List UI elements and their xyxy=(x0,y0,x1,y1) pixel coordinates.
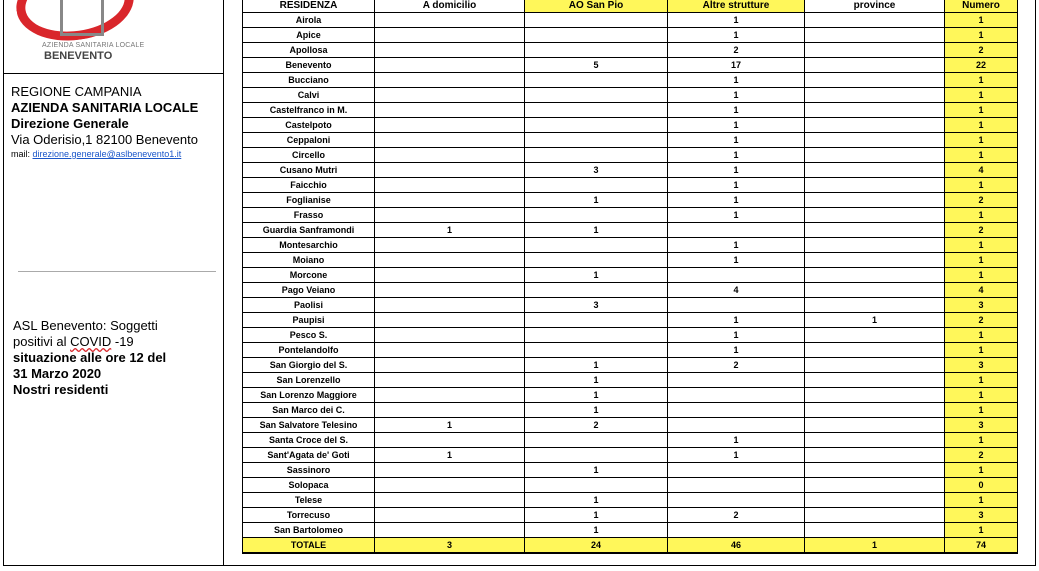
page-bottom-edge xyxy=(0,566,1039,571)
cell-ao-san-pio: 1 xyxy=(525,523,668,538)
cell-residenza: Ceppaloni xyxy=(243,133,375,148)
table-row xyxy=(243,403,1018,418)
cell-altre-strutture xyxy=(668,298,805,313)
cell-province: 1 xyxy=(805,313,945,328)
cell-a-domicilio xyxy=(375,388,525,403)
cell-a-domicilio xyxy=(375,373,525,388)
cell-a-domicilio xyxy=(375,328,525,343)
cell-residenza: San Giorgio del S. xyxy=(243,358,375,373)
cell-province xyxy=(805,343,945,358)
cell-numero: 1 xyxy=(945,463,1018,478)
cell-altre-strutture: 1 xyxy=(668,328,805,343)
cell-residenza: Apice xyxy=(243,28,375,43)
cell-numero: 1 xyxy=(945,493,1018,508)
table-row xyxy=(243,193,1018,208)
cell-numero: 1 xyxy=(945,268,1018,283)
table-row xyxy=(243,178,1018,193)
cell-province xyxy=(805,118,945,133)
cell-a-domicilio xyxy=(375,208,525,223)
organization-block xyxy=(11,84,223,161)
caption-line2c: -19 xyxy=(111,334,134,349)
cell-a-domicilio xyxy=(375,133,525,148)
cell-residenza: San Lorenzello xyxy=(243,373,375,388)
cell-numero: 1 xyxy=(945,403,1018,418)
cell-numero: 2 xyxy=(945,313,1018,328)
cell-altre-strutture xyxy=(668,493,805,508)
cell-altre-strutture: 1 xyxy=(668,208,805,223)
cell-ao-san-pio xyxy=(525,13,668,28)
cell-altre-strutture: 1 xyxy=(668,163,805,178)
cell-numero: 4 xyxy=(945,163,1018,178)
total-residenza: TOTALE xyxy=(243,538,375,554)
cell-altre-strutture: 1 xyxy=(668,178,805,193)
cell-numero: 1 xyxy=(945,388,1018,403)
cell-ao-san-pio xyxy=(525,208,668,223)
cell-a-domicilio xyxy=(375,403,525,418)
cell-numero: 1 xyxy=(945,13,1018,28)
cell-altre-strutture: 1 xyxy=(668,118,805,133)
cell-province xyxy=(805,403,945,418)
cell-province xyxy=(805,88,945,103)
cell-province xyxy=(805,133,945,148)
table-row xyxy=(243,73,1018,88)
cell-province xyxy=(805,13,945,28)
cell-province xyxy=(805,103,945,118)
table-row xyxy=(243,373,1018,388)
table-row xyxy=(243,163,1018,178)
cell-altre-strutture: 1 xyxy=(668,133,805,148)
cell-a-domicilio xyxy=(375,118,525,133)
cell-a-domicilio xyxy=(375,28,525,43)
cell-residenza: Castelpoto xyxy=(243,118,375,133)
cell-ao-san-pio: 1 xyxy=(525,268,668,283)
table-header-row xyxy=(243,0,1018,13)
org-name: AZIENDA SANITARIA LOCALE xyxy=(11,100,199,115)
cell-numero: 2 xyxy=(945,223,1018,238)
cell-ao-san-pio xyxy=(525,43,668,58)
header-province: province xyxy=(805,0,945,13)
cell-province xyxy=(805,508,945,523)
cell-ao-san-pio xyxy=(525,118,668,133)
table-row xyxy=(243,523,1018,538)
cell-province xyxy=(805,493,945,508)
cell-numero: 0 xyxy=(945,478,1018,493)
cell-province xyxy=(805,298,945,313)
cell-altre-strutture: 1 xyxy=(668,88,805,103)
cell-province xyxy=(805,478,945,493)
cell-numero: 4 xyxy=(945,283,1018,298)
cell-province xyxy=(805,148,945,163)
cell-province xyxy=(805,238,945,253)
caption-covid: COVID xyxy=(70,334,112,349)
cell-altre-strutture: 1 xyxy=(668,313,805,328)
cell-altre-strutture xyxy=(668,478,805,493)
cell-numero: 1 xyxy=(945,103,1018,118)
header-residenza: RESIDENZA xyxy=(243,0,375,13)
cell-ao-san-pio: 5 xyxy=(525,58,668,73)
table-row xyxy=(243,133,1018,148)
cell-numero: 1 xyxy=(945,133,1018,148)
cell-a-domicilio: 1 xyxy=(375,223,525,238)
divider xyxy=(18,271,216,272)
cell-province xyxy=(805,73,945,88)
cell-a-domicilio xyxy=(375,73,525,88)
cell-ao-san-pio xyxy=(525,103,668,118)
cell-ao-san-pio: 2 xyxy=(525,418,668,433)
cell-a-domicilio xyxy=(375,103,525,118)
total-ao-san-pio: 24 xyxy=(525,538,668,554)
cell-province xyxy=(805,328,945,343)
cell-province xyxy=(805,448,945,463)
cell-numero: 1 xyxy=(945,73,1018,88)
cell-residenza: Cusano Mutri xyxy=(243,163,375,178)
cell-province xyxy=(805,193,945,208)
cell-a-domicilio xyxy=(375,463,525,478)
cell-altre-strutture xyxy=(668,463,805,478)
table-row xyxy=(243,283,1018,298)
cell-a-domicilio xyxy=(375,298,525,313)
table-row xyxy=(243,28,1018,43)
cell-residenza: Circello xyxy=(243,148,375,163)
cell-a-domicilio xyxy=(375,163,525,178)
org-dept: Direzione Generale xyxy=(11,116,129,131)
table-row xyxy=(243,508,1018,523)
cell-altre-strutture: 1 xyxy=(668,238,805,253)
cell-residenza: Pontelandolfo xyxy=(243,343,375,358)
cell-ao-san-pio xyxy=(525,28,668,43)
cell-residenza: Paupisi xyxy=(243,313,375,328)
cell-province xyxy=(805,163,945,178)
table-row xyxy=(243,43,1018,58)
cell-altre-strutture: 1 xyxy=(668,253,805,268)
cell-altre-strutture: 1 xyxy=(668,103,805,118)
cell-a-domicilio xyxy=(375,268,525,283)
cell-residenza: Pesco S. xyxy=(243,328,375,343)
table-total-row xyxy=(243,538,1018,554)
caption-line2a: positivi al xyxy=(13,334,71,349)
cell-numero: 3 xyxy=(945,358,1018,373)
cell-ao-san-pio xyxy=(525,328,668,343)
header-altre-strutture: Altre strutture xyxy=(668,0,805,13)
cell-ao-san-pio xyxy=(525,133,668,148)
caption-line3: situazione alle ore 12 del xyxy=(13,350,167,365)
cell-altre-strutture xyxy=(668,373,805,388)
total-altre-strutture: 46 xyxy=(668,538,805,554)
logo-text-line1: AZIENDA SANITARIA LOCALE xyxy=(42,42,145,49)
table-row xyxy=(243,13,1018,28)
table-row xyxy=(243,328,1018,343)
cell-province xyxy=(805,523,945,538)
cell-province xyxy=(805,283,945,298)
cell-altre-strutture: 17 xyxy=(668,58,805,73)
table-row xyxy=(243,433,1018,448)
table-row xyxy=(243,148,1018,163)
cell-ao-san-pio: 1 xyxy=(525,403,668,418)
table-row xyxy=(243,298,1018,313)
cell-numero: 3 xyxy=(945,418,1018,433)
cell-numero: 2 xyxy=(945,448,1018,463)
total-a-domicilio: 3 xyxy=(375,538,525,554)
cell-province xyxy=(805,208,945,223)
cell-province xyxy=(805,358,945,373)
cell-province xyxy=(805,418,945,433)
cell-altre-strutture: 2 xyxy=(668,508,805,523)
cell-numero: 1 xyxy=(945,328,1018,343)
cell-ao-san-pio: 3 xyxy=(525,163,668,178)
cell-a-domicilio xyxy=(375,88,525,103)
cell-numero: 3 xyxy=(945,508,1018,523)
cell-a-domicilio xyxy=(375,238,525,253)
cell-residenza: Frasso xyxy=(243,208,375,223)
mail-link[interactable]: direzione.generale@aslbenevento1.it xyxy=(32,149,182,159)
cell-residenza: Calvi xyxy=(243,88,375,103)
cell-numero: 1 xyxy=(945,148,1018,163)
cell-a-domicilio xyxy=(375,343,525,358)
cell-province xyxy=(805,28,945,43)
table-row xyxy=(243,238,1018,253)
cell-ao-san-pio: 1 xyxy=(525,223,668,238)
cell-ao-san-pio xyxy=(525,283,668,298)
total-numero: 74 xyxy=(945,538,1018,554)
header-ao-san-pio: AO San Pio xyxy=(525,0,668,13)
cell-numero: 1 xyxy=(945,373,1018,388)
cell-ao-san-pio xyxy=(525,238,668,253)
cell-residenza: San Bartolomeo xyxy=(243,523,375,538)
cell-ao-san-pio: 1 xyxy=(525,193,668,208)
mail-label: mail: xyxy=(11,149,31,159)
cell-numero: 1 xyxy=(945,238,1018,253)
cell-altre-strutture xyxy=(668,268,805,283)
table-row xyxy=(243,463,1018,478)
org-mail xyxy=(11,148,223,161)
cell-residenza: Solopaca xyxy=(243,478,375,493)
cell-numero: 1 xyxy=(945,118,1018,133)
cell-a-domicilio: 1 xyxy=(375,448,525,463)
cell-altre-strutture: 1 xyxy=(668,343,805,358)
cell-province xyxy=(805,268,945,283)
table-row xyxy=(243,313,1018,328)
cell-residenza: Bucciano xyxy=(243,73,375,88)
cell-ao-san-pio: 1 xyxy=(525,493,668,508)
cell-altre-strutture xyxy=(668,403,805,418)
cell-province xyxy=(805,463,945,478)
cell-altre-strutture xyxy=(668,418,805,433)
cell-a-domicilio xyxy=(375,508,525,523)
cell-residenza: Foglianise xyxy=(243,193,375,208)
cell-numero: 1 xyxy=(945,343,1018,358)
cell-residenza: Montesarchio xyxy=(243,238,375,253)
cell-residenza: San Lorenzo Maggiore xyxy=(243,388,375,403)
logo-text-line2: BENEVENTO xyxy=(44,50,113,62)
caption-line1: ASL Benevento: Soggetti xyxy=(13,318,158,333)
cell-a-domicilio: 1 xyxy=(375,418,525,433)
cell-residenza: Faicchio xyxy=(243,178,375,193)
cell-a-domicilio xyxy=(375,358,525,373)
cell-a-domicilio xyxy=(375,43,525,58)
cell-altre-strutture: 1 xyxy=(668,28,805,43)
cell-residenza: Sassinoro xyxy=(243,463,375,478)
cell-residenza: Guardia Sanframondi xyxy=(243,223,375,238)
cell-residenza: Sant'Agata de' Goti xyxy=(243,448,375,463)
cell-altre-strutture: 2 xyxy=(668,358,805,373)
cell-a-domicilio xyxy=(375,148,525,163)
cell-residenza: Telese xyxy=(243,493,375,508)
table-row xyxy=(243,118,1018,133)
cell-a-domicilio xyxy=(375,193,525,208)
cell-altre-strutture: 1 xyxy=(668,448,805,463)
table-row xyxy=(243,478,1018,493)
cell-altre-strutture: 1 xyxy=(668,148,805,163)
cell-numero: 1 xyxy=(945,208,1018,223)
cell-residenza: Benevento xyxy=(243,58,375,73)
cell-altre-strutture: 1 xyxy=(668,13,805,28)
cell-numero: 2 xyxy=(945,193,1018,208)
cell-ao-san-pio xyxy=(525,253,668,268)
cell-numero: 1 xyxy=(945,253,1018,268)
cell-a-domicilio xyxy=(375,283,525,298)
cell-ao-san-pio: 1 xyxy=(525,388,668,403)
cell-numero: 1 xyxy=(945,88,1018,103)
cell-residenza: San Salvatore Telesino xyxy=(243,418,375,433)
cell-ao-san-pio xyxy=(525,73,668,88)
cell-province xyxy=(805,433,945,448)
cell-province xyxy=(805,223,945,238)
table-row xyxy=(243,448,1018,463)
cell-a-domicilio xyxy=(375,253,525,268)
cases-table xyxy=(242,0,1018,554)
cell-ao-san-pio xyxy=(525,88,668,103)
cell-ao-san-pio: 3 xyxy=(525,298,668,313)
total-province: 1 xyxy=(805,538,945,554)
org-region: REGIONE CAMPANIA xyxy=(11,84,142,99)
cell-a-domicilio xyxy=(375,58,525,73)
table-row xyxy=(243,418,1018,433)
cell-residenza: Morcone xyxy=(243,268,375,283)
cell-ao-san-pio xyxy=(525,433,668,448)
cell-numero: 1 xyxy=(945,178,1018,193)
cell-altre-strutture: 2 xyxy=(668,43,805,58)
cell-province xyxy=(805,253,945,268)
table-row xyxy=(243,88,1018,103)
table-row xyxy=(243,208,1018,223)
cell-a-domicilio xyxy=(375,313,525,328)
cell-numero: 22 xyxy=(945,58,1018,73)
table-row xyxy=(243,493,1018,508)
cell-residenza: Santa Croce del S. xyxy=(243,433,375,448)
cell-numero: 1 xyxy=(945,433,1018,448)
left-panel xyxy=(4,0,224,566)
cell-a-domicilio xyxy=(375,478,525,493)
cell-altre-strutture: 1 xyxy=(668,433,805,448)
cell-ao-san-pio xyxy=(525,478,668,493)
cell-altre-strutture: 4 xyxy=(668,283,805,298)
cell-province xyxy=(805,43,945,58)
table-row xyxy=(243,58,1018,73)
cell-ao-san-pio: 1 xyxy=(525,358,668,373)
cell-numero: 1 xyxy=(945,523,1018,538)
cell-a-domicilio xyxy=(375,523,525,538)
cell-province xyxy=(805,373,945,388)
caption-block xyxy=(13,318,223,398)
cell-ao-san-pio xyxy=(525,343,668,358)
cell-altre-strutture xyxy=(668,523,805,538)
table-row xyxy=(243,253,1018,268)
cell-residenza: Moiano xyxy=(243,253,375,268)
cell-ao-san-pio xyxy=(525,178,668,193)
cell-residenza: Torrecuso xyxy=(243,508,375,523)
caption-line4: 31 Marzo 2020 xyxy=(13,366,102,381)
cell-altre-strutture xyxy=(668,388,805,403)
cell-residenza: San Marco dei C. xyxy=(243,403,375,418)
cell-province xyxy=(805,388,945,403)
table-row xyxy=(243,223,1018,238)
table-row xyxy=(243,343,1018,358)
cell-residenza: Airola xyxy=(243,13,375,28)
cell-province xyxy=(805,58,945,73)
cell-a-domicilio xyxy=(375,493,525,508)
cell-altre-strutture: 1 xyxy=(668,193,805,208)
cell-residenza: Pago Veiano xyxy=(243,283,375,298)
cell-ao-san-pio xyxy=(525,313,668,328)
cell-a-domicilio xyxy=(375,178,525,193)
cell-numero: 2 xyxy=(945,43,1018,58)
cell-ao-san-pio: 1 xyxy=(525,463,668,478)
cell-altre-strutture: 1 xyxy=(668,73,805,88)
asl-logo xyxy=(4,0,224,74)
cell-numero: 3 xyxy=(945,298,1018,313)
header-numero: Numero xyxy=(945,0,1018,13)
logo-arch-icon xyxy=(60,0,104,36)
cell-numero: 1 xyxy=(945,28,1018,43)
cell-ao-san-pio xyxy=(525,448,668,463)
caption-line5: Nostri residenti xyxy=(13,382,109,397)
table-row xyxy=(243,358,1018,373)
cell-ao-san-pio: 1 xyxy=(525,508,668,523)
cell-residenza: Paolisi xyxy=(243,298,375,313)
table-row xyxy=(243,388,1018,403)
cell-province xyxy=(805,178,945,193)
cell-ao-san-pio xyxy=(525,148,668,163)
cell-ao-san-pio: 1 xyxy=(525,373,668,388)
cell-a-domicilio xyxy=(375,433,525,448)
cell-residenza: Castelfranco in M. xyxy=(243,103,375,118)
header-a-domicilio: A domicilio xyxy=(375,0,525,13)
cell-residenza: Apollosa xyxy=(243,43,375,58)
cell-a-domicilio xyxy=(375,13,525,28)
cell-altre-strutture xyxy=(668,223,805,238)
caption-line2 xyxy=(13,334,223,350)
org-address: Via Oderisio,1 82100 Benevento xyxy=(11,132,198,147)
table-row xyxy=(243,268,1018,283)
table-row xyxy=(243,103,1018,118)
